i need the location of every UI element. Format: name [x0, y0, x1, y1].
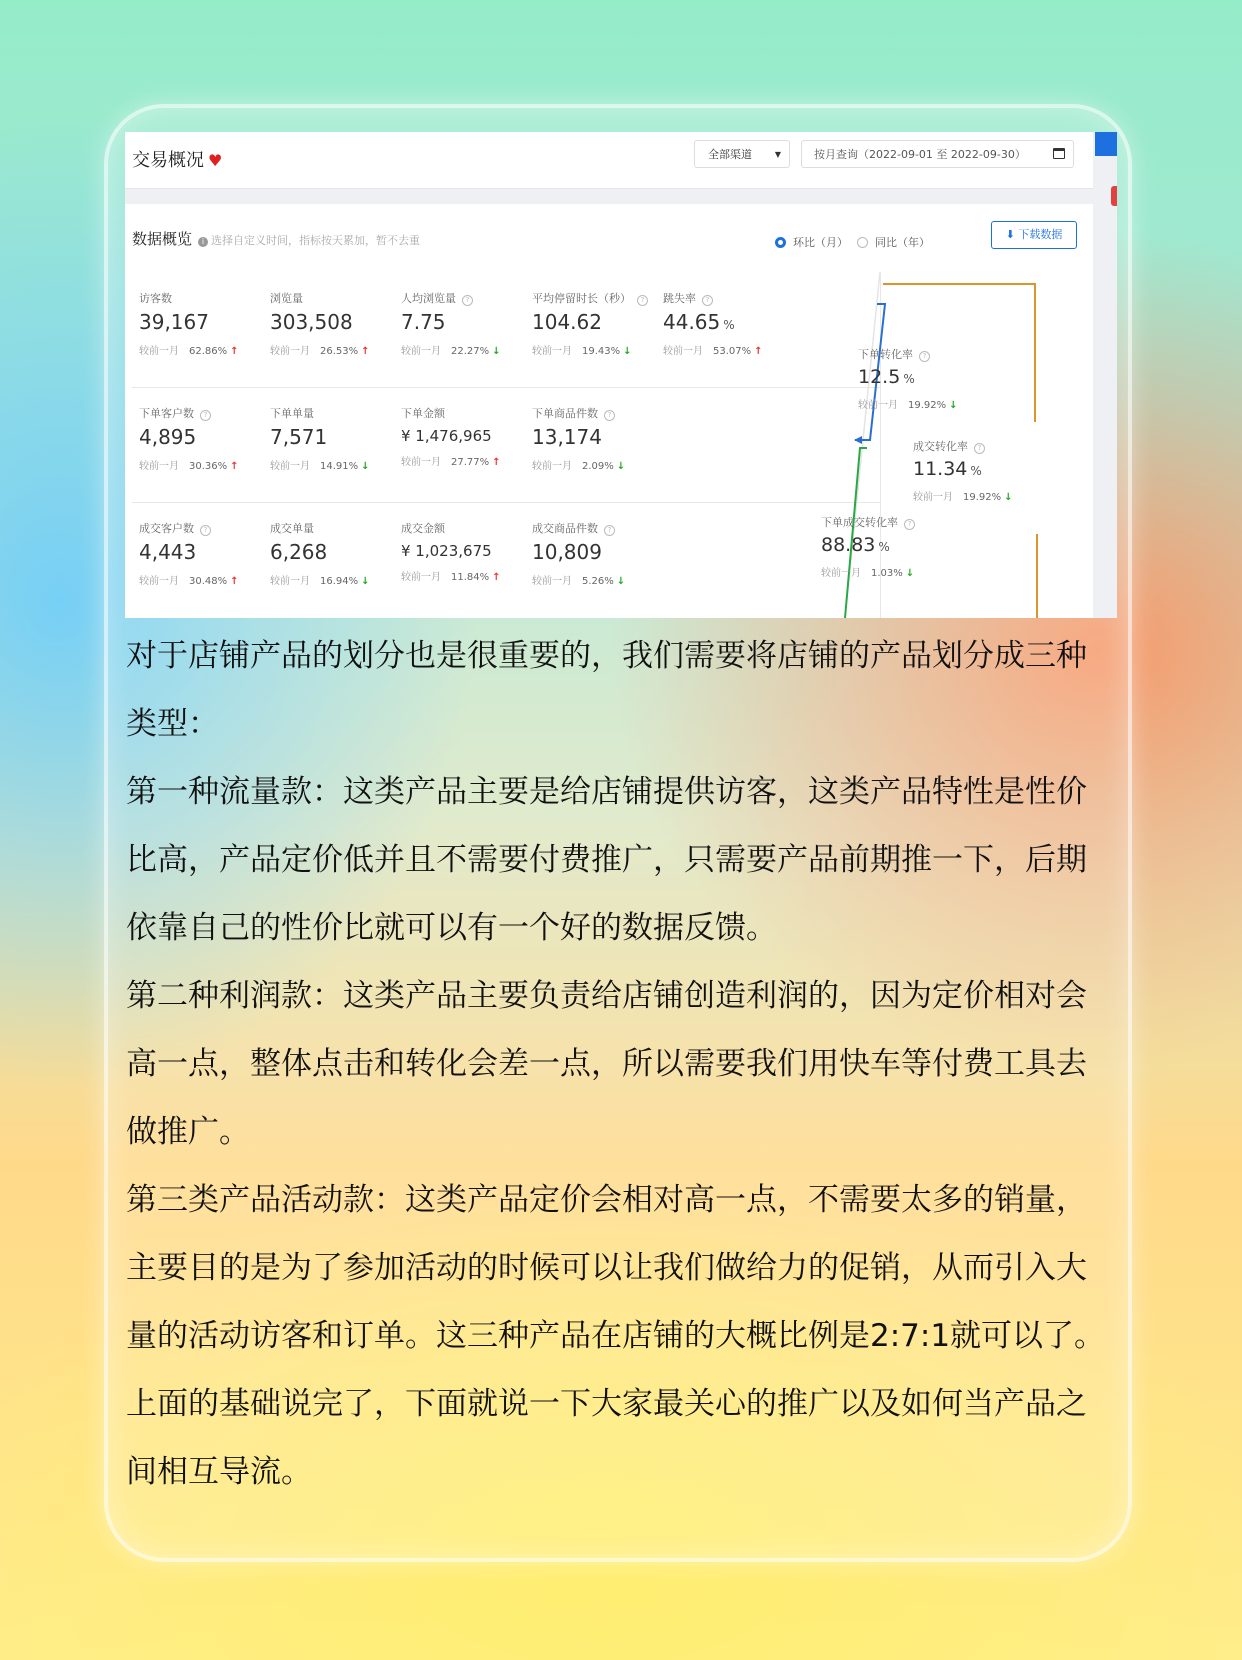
- conversion-card: [913, 438, 1063, 503]
- arrow-up-icon: ↑: [230, 461, 239, 472]
- help-icon[interactable]: ?: [974, 443, 985, 454]
- paragraph: 第一种流量款：这类产品主要是给店铺提供访客，这类产品特性是性价比高，产品定价低并且不需要付费推广，只需要产品前期推一下，后期依靠自己的性价比就可以有一个好的数据反馈。: [126, 774, 1087, 946]
- metric-compare: 较前一月 30.36% ↑: [139, 461, 239, 472]
- metric-compare: 较前一月 62.86% ↑: [139, 346, 239, 357]
- arrow-down-icon: ↓: [361, 461, 370, 472]
- page-title: 交易概况 ♥: [132, 150, 223, 171]
- metric-value: 303,508: [270, 310, 353, 334]
- help-icon[interactable]: ?: [904, 519, 915, 530]
- caret-down-icon: ▼: [774, 150, 781, 159]
- metric-compare: 较前一月 14.91% ↓: [270, 461, 370, 472]
- section-title: 数据概览: [132, 230, 193, 248]
- radio-yoy[interactable]: 同比（年）: [857, 234, 930, 250]
- metric-value: 4,443: [139, 540, 197, 564]
- metric-label: 下单客户数 ?: [139, 405, 274, 421]
- paragraph: 上面的基础说完了，下面就说一下大家最关心的推广以及如何当产品之间相互导流。: [126, 1386, 1087, 1490]
- metric-value: 7.75: [401, 310, 446, 334]
- section-hint: i 选择自定义时间，指标按天累加，暂不去重: [198, 232, 420, 248]
- side-tab-blue[interactable]: [1095, 132, 1117, 156]
- article-text: [126, 622, 1106, 1506]
- paragraph: 第三类产品活动款：这类产品定价会相对高一点，不需要太多的销量，主要目的是为了参加活动的时候可以让我们做给力的促销，从而引入大量的活动访客和订单。这三种产品在店铺的大概比例是2:7:1就可以了。: [126, 1182, 1106, 1354]
- help-icon[interactable]: ?: [637, 295, 648, 306]
- arrow-up-icon: ↑: [361, 346, 370, 357]
- metric-label: 成交单量: [270, 522, 314, 535]
- info-icon: i: [198, 237, 208, 247]
- arrow-up-icon: ↑: [230, 346, 239, 357]
- heart-icon: ♥: [208, 151, 223, 170]
- metric-compare: 较前一月 2.09% ↓: [532, 461, 626, 472]
- metric-value: ¥ 1,476,965: [401, 427, 492, 445]
- arrow-down-icon: ↓: [623, 346, 632, 357]
- metric-value: 104.62: [532, 310, 602, 334]
- help-icon[interactable]: ?: [702, 295, 713, 306]
- metric-label: 成交转化率 ?: [913, 438, 1063, 454]
- metric-value: 10,809: [532, 540, 602, 564]
- metric-compare: 较前一月 11.84% ↑: [401, 572, 501, 583]
- calendar-icon: [1053, 148, 1065, 159]
- help-icon[interactable]: ?: [604, 410, 615, 421]
- metric-label: 下单转化率 ?: [858, 346, 1008, 362]
- radio-mom[interactable]: 环比（月）: [775, 234, 848, 250]
- channel-select[interactable]: 全部渠道 ▼: [694, 140, 790, 168]
- help-icon[interactable]: ?: [919, 351, 930, 362]
- metric-value: 44.65 %: [663, 310, 735, 334]
- metric-compare: 较前一月 26.53% ↑: [270, 346, 370, 357]
- metric-compare: 较前一月 53.07% ↑: [663, 346, 763, 357]
- data-overview-panel: [125, 204, 1093, 618]
- metric-value: ¥ 1,023,675: [401, 542, 492, 560]
- metric-compare: 较前一月 19.92% ↓: [913, 492, 1013, 503]
- arrow-down-icon: ↓: [492, 346, 501, 357]
- metric-label: 下单商品件数 ?: [532, 405, 667, 421]
- conversion-card: [858, 346, 1008, 411]
- metric-compare: 较前一月 22.27% ↓: [401, 346, 501, 357]
- arrow-down-icon: ↓: [949, 400, 958, 411]
- metric-compare: 较前一月 19.43% ↓: [532, 346, 632, 357]
- arrow-down-icon: ↓: [616, 576, 626, 587]
- metric-value: 11.34 %: [913, 458, 982, 480]
- metric-value: 4,895: [139, 425, 197, 449]
- metric-compare: 较前一月 1.03% ↓: [821, 568, 915, 579]
- download-icon: ⬇: [1005, 228, 1019, 241]
- arrow-up-icon: ↑: [492, 457, 501, 468]
- metric-compare: 较前一月 19.92% ↓: [858, 400, 958, 411]
- conversion-card: [821, 514, 971, 579]
- metric-label: 成交商品件数 ?: [532, 520, 667, 536]
- date-range-picker[interactable]: 按月查询（2022-09-01 至 2022-09-30）: [801, 140, 1074, 168]
- help-icon[interactable]: ?: [604, 525, 615, 536]
- metric-compare: 较前一月 5.26% ↓: [532, 576, 626, 587]
- metric-label: 访客数: [139, 292, 172, 305]
- metric-compare: 较前一月 16.94% ↓: [270, 576, 370, 587]
- paragraph: 第二种利润款：这类产品主要负责给店铺创造利润的，因为定价相对会高一点，整体点击和转化会差一点，所以需要我们用快车等付费工具去做推广。: [126, 978, 1087, 1150]
- metric-label: 人均浏览量 ?: [401, 290, 536, 306]
- metric-label: 成交客户数 ?: [139, 520, 274, 536]
- metric-value: 12.5 %: [858, 366, 915, 388]
- help-icon[interactable]: ?: [462, 295, 473, 306]
- metric-label: 下单金额: [401, 407, 445, 420]
- arrow-down-icon: ↓: [616, 461, 626, 472]
- help-icon[interactable]: ?: [200, 525, 211, 536]
- metric-compare: 较前一月 30.48% ↑: [139, 576, 239, 587]
- arrow-down-icon: ↓: [1004, 492, 1013, 503]
- metric-label: 平均停留时长（秒） ?: [532, 290, 667, 306]
- metric-value: 7,571: [270, 425, 328, 449]
- arrow-down-icon: ↓: [905, 568, 915, 579]
- metric-label: 下单单量: [270, 407, 314, 420]
- metric-value: 13,174: [532, 425, 602, 449]
- metric-label: 浏览量: [270, 292, 303, 305]
- side-tab-red[interactable]: [1111, 186, 1117, 206]
- download-data-button[interactable]: ⬇ 下载数据: [991, 221, 1077, 249]
- metric-label: 跳失率 ?: [663, 290, 798, 306]
- metric-label: 下单成交转化率 ?: [821, 514, 971, 530]
- metric-value: 39,167: [139, 310, 209, 334]
- metric-label: 成交金额: [401, 522, 445, 535]
- dashboard-screenshot: [125, 132, 1117, 618]
- paragraph: 对于店铺产品的划分也是很重要的，我们需要将店铺的产品划分成三种类型：: [126, 638, 1087, 742]
- arrow-up-icon: ↑: [230, 576, 239, 587]
- metric-compare: 较前一月 27.77% ↑: [401, 457, 501, 468]
- arrow-up-icon: ↑: [754, 346, 763, 357]
- help-icon[interactable]: ?: [200, 410, 211, 421]
- arrow-down-icon: ↓: [361, 576, 370, 587]
- metric-value: 88.83 %: [821, 534, 890, 556]
- arrow-up-icon: ↑: [492, 572, 501, 583]
- top-bar: [125, 132, 1093, 189]
- metric-value: 6,268: [270, 540, 328, 564]
